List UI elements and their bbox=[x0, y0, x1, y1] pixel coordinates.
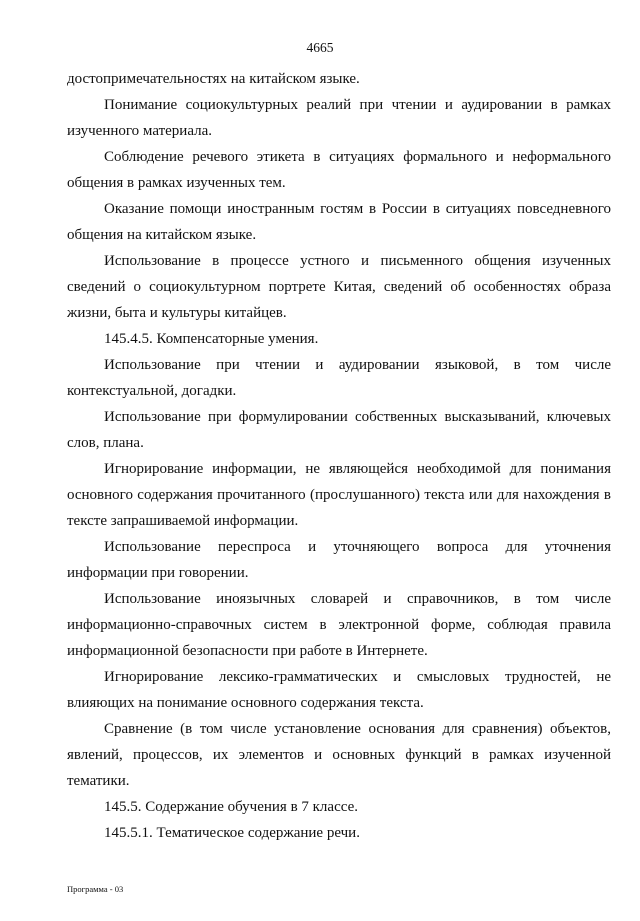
footer-label: Программа - 03 bbox=[67, 884, 124, 894]
paragraph: Использование при формулировании собственных высказываний, ключевых слов, плана. bbox=[67, 409, 611, 451]
section-heading: 145.5.1. Тематическое содержание речи. bbox=[104, 825, 360, 841]
page-number: 4665 bbox=[306, 40, 334, 55]
paragraph: Игнорирование лексико-грамматических и смысловых трудностей, не влияющих на понимание основного содержания текста. bbox=[67, 669, 611, 711]
paragraph-continuation: достопримечательностях на китайском языке. bbox=[67, 71, 360, 87]
paragraph: Игнорирование информации, не являющейся необходимой для понимания основного содержания прочитанного (прослушанного) текста или для нахождения в тексте запрашиваемой информации. bbox=[67, 461, 611, 529]
paragraph: Использование переспроса и уточняющего вопроса для уточнения информации при говорении. bbox=[67, 539, 611, 581]
paragraph: Сравнение (в том числе установление основания для сравнения) объектов, явлений, процессов, их элементов и основных функций в рамках изученной тематики. bbox=[67, 721, 611, 789]
paragraph: Использование в процессе устного и письменного общения изученных сведений о социокультурном портрете Китая, сведений об особенностях образа жизни, быта и культуры китайцев. bbox=[67, 253, 611, 321]
section-heading: 145.5. Содержание обучения в 7 классе. bbox=[104, 799, 358, 815]
paragraph: Оказание помощи иностранным гостям в России в ситуациях повседневного общения на китайском языке. bbox=[67, 201, 611, 243]
paragraph: Использование при чтении и аудировании языковой, в том числе контекстуальной, догадки. bbox=[67, 357, 611, 399]
paragraph: Использование иноязычных словарей и справочников, в том числе информационно-справочных систем в электронной форме, соблюдая правила информационной безопасности при работе в Интернете. bbox=[67, 591, 611, 659]
section-heading: 145.4.5. Компенсаторные умения. bbox=[104, 331, 319, 347]
paragraph: Понимание социокультурных реалий при чтении и аудировании в рамках изученного материала. bbox=[67, 97, 611, 139]
document-body bbox=[67, 66, 611, 846]
paragraph: Соблюдение речевого этикета в ситуациях формального и неформального общения в рамках изученных тем. bbox=[67, 149, 611, 191]
